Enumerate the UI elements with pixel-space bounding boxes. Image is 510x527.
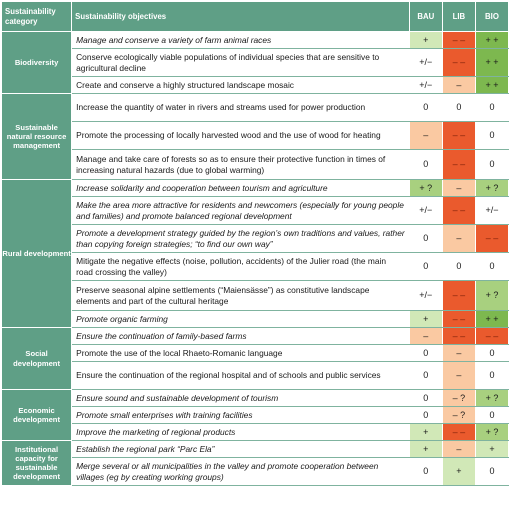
table-row — [2, 441, 509, 458]
bau-score-cell: +/− — [409, 197, 442, 225]
category-cell: Institutional capacity for sustainable development — [2, 441, 72, 486]
lib-score-cell: – – — [442, 281, 475, 311]
objective-cell: Conserve ecologically viable populations of individual species that are sensitive to agricultural decline — [72, 49, 410, 77]
bio-score-cell: 0 — [475, 150, 508, 180]
bau-score-cell: 0 — [409, 390, 442, 407]
header-bio: BIO — [475, 2, 508, 32]
lib-score-cell: + — [442, 458, 475, 486]
bau-score-cell: 0 — [409, 458, 442, 486]
bio-score-cell: + + — [475, 311, 508, 328]
bio-score-cell: – – — [475, 328, 508, 345]
sustainability-table — [1, 1, 509, 486]
header-row — [2, 2, 509, 32]
bio-score-cell: + ? — [475, 281, 508, 311]
table-row — [2, 150, 509, 180]
objective-cell: Manage and conserve a variety of farm animal races — [72, 32, 410, 49]
objective-cell: Improve the marketing of regional products — [72, 424, 410, 441]
lib-score-cell: – – — [442, 49, 475, 77]
table-row — [2, 390, 509, 407]
lib-score-cell: – – — [442, 197, 475, 225]
bio-score-cell: 0 — [475, 458, 508, 486]
table-row — [2, 32, 509, 49]
table-row — [2, 253, 509, 281]
table-row — [2, 345, 509, 362]
lib-score-cell: 0 — [442, 94, 475, 122]
table-row — [2, 424, 509, 441]
objective-cell: Ensure sound and sustainable development of tourism — [72, 390, 410, 407]
lib-score-cell: – – — [442, 150, 475, 180]
bau-score-cell: + — [409, 32, 442, 49]
bau-score-cell: + — [409, 424, 442, 441]
table-row — [2, 180, 509, 197]
bau-score-cell: + — [409, 311, 442, 328]
lib-score-cell: – — [442, 180, 475, 197]
bau-score-cell: 0 — [409, 407, 442, 424]
table-row — [2, 49, 509, 77]
objective-cell: Promote the use of the local Rhaeto-Romanic language — [72, 345, 410, 362]
bio-score-cell: 0 — [475, 345, 508, 362]
objective-cell: Make the area more attractive for residents and newcomers (especially for young people and families) and promote balanced regional development — [72, 197, 410, 225]
bio-score-cell: + ? — [475, 390, 508, 407]
lib-score-cell: – – — [442, 122, 475, 150]
header-bau: BAU — [409, 2, 442, 32]
table-body — [2, 32, 509, 486]
table-row — [2, 328, 509, 345]
bau-score-cell: – — [409, 328, 442, 345]
objective-cell: Promote the processing of locally harvested wood and the use of wood for heating — [72, 122, 410, 150]
category-cell: Social development — [2, 328, 72, 390]
table-row — [2, 225, 509, 253]
category-cell: Biodiversity — [2, 32, 72, 94]
bau-score-cell: 0 — [409, 253, 442, 281]
lib-score-cell: – – — [442, 424, 475, 441]
table-row — [2, 94, 509, 122]
bio-score-cell: + + — [475, 49, 508, 77]
bio-score-cell: 0 — [475, 253, 508, 281]
table-row — [2, 77, 509, 94]
bau-score-cell: 0 — [409, 362, 442, 390]
lib-score-cell: – — [442, 345, 475, 362]
header-objectives: Sustainability objectives — [72, 2, 410, 32]
header-category: Sustainability category — [2, 2, 72, 32]
bau-score-cell: +/− — [409, 49, 442, 77]
bio-score-cell: 0 — [475, 122, 508, 150]
objective-cell: Mitigate the negative effects (noise, pollution, accidents) of the Julier road (the main road crossing the valley) — [72, 253, 410, 281]
bio-score-cell: + ? — [475, 424, 508, 441]
objective-cell: Establish the regional park “Parc Ela” — [72, 441, 410, 458]
bau-score-cell: + — [409, 441, 442, 458]
lib-score-cell: – ? — [442, 390, 475, 407]
header-lib: LIB — [442, 2, 475, 32]
bio-score-cell: 0 — [475, 407, 508, 424]
bio-score-cell: +/− — [475, 197, 508, 225]
bau-score-cell: + ? — [409, 180, 442, 197]
bau-score-cell: 0 — [409, 345, 442, 362]
lib-score-cell: – — [442, 225, 475, 253]
bau-score-cell: – — [409, 122, 442, 150]
objective-cell: Promote organic farming — [72, 311, 410, 328]
bio-score-cell: 0 — [475, 362, 508, 390]
table-row — [2, 122, 509, 150]
objective-cell: Merge several or all municipalities in the valley and promote cooperation between villages (eg by creating working groups) — [72, 458, 410, 486]
objective-cell: Increase the quantity of water in rivers and streams used for power production — [72, 94, 410, 122]
table-row — [2, 281, 509, 311]
objective-cell: Ensure the continuation of family-based farms — [72, 328, 410, 345]
objective-cell: Create and conserve a highly structured landscape mosaic — [72, 77, 410, 94]
lib-score-cell: – – — [442, 328, 475, 345]
bau-score-cell: 0 — [409, 225, 442, 253]
objective-cell: Increase solidarity and cooperation between tourism and agriculture — [72, 180, 410, 197]
lib-score-cell: – ? — [442, 407, 475, 424]
bio-score-cell: 0 — [475, 94, 508, 122]
table-row — [2, 407, 509, 424]
category-cell: Economic development — [2, 390, 72, 441]
objective-cell: Ensure the continuation of the regional hospital and of schools and public services — [72, 362, 410, 390]
objective-cell: Promote small enterprises with training facilities — [72, 407, 410, 424]
bio-score-cell: + ? — [475, 180, 508, 197]
lib-score-cell: – — [442, 441, 475, 458]
bau-score-cell: +/− — [409, 77, 442, 94]
objective-cell: Promote a development strategy guided by the region’s own traditions and values, rather than copying foreign strategies; “to find our own way” — [72, 225, 410, 253]
bau-score-cell: 0 — [409, 150, 442, 180]
lib-score-cell: – — [442, 362, 475, 390]
lib-score-cell: 0 — [442, 253, 475, 281]
bio-score-cell: – – — [475, 225, 508, 253]
table-row — [2, 311, 509, 328]
lib-score-cell: – – — [442, 32, 475, 49]
lib-score-cell: – — [442, 77, 475, 94]
objective-cell: Manage and take care of forests so as to ensure their protective function in times of increasing natural hazards (due to global warming) — [72, 150, 410, 180]
category-cell: Rural development — [2, 180, 72, 328]
table-row — [2, 197, 509, 225]
table-row — [2, 362, 509, 390]
bio-score-cell: + + — [475, 32, 508, 49]
table-row — [2, 458, 509, 486]
category-cell: Sustainable natural resource management — [2, 94, 72, 180]
bau-score-cell: +/− — [409, 281, 442, 311]
lib-score-cell: – – — [442, 311, 475, 328]
bio-score-cell: + + — [475, 77, 508, 94]
bio-score-cell: + — [475, 441, 508, 458]
objective-cell: Preserve seasonal alpine settlements (“Maiensässe”) as constitutive landscape elements and part of the cultural heritage — [72, 281, 410, 311]
bau-score-cell: 0 — [409, 94, 442, 122]
